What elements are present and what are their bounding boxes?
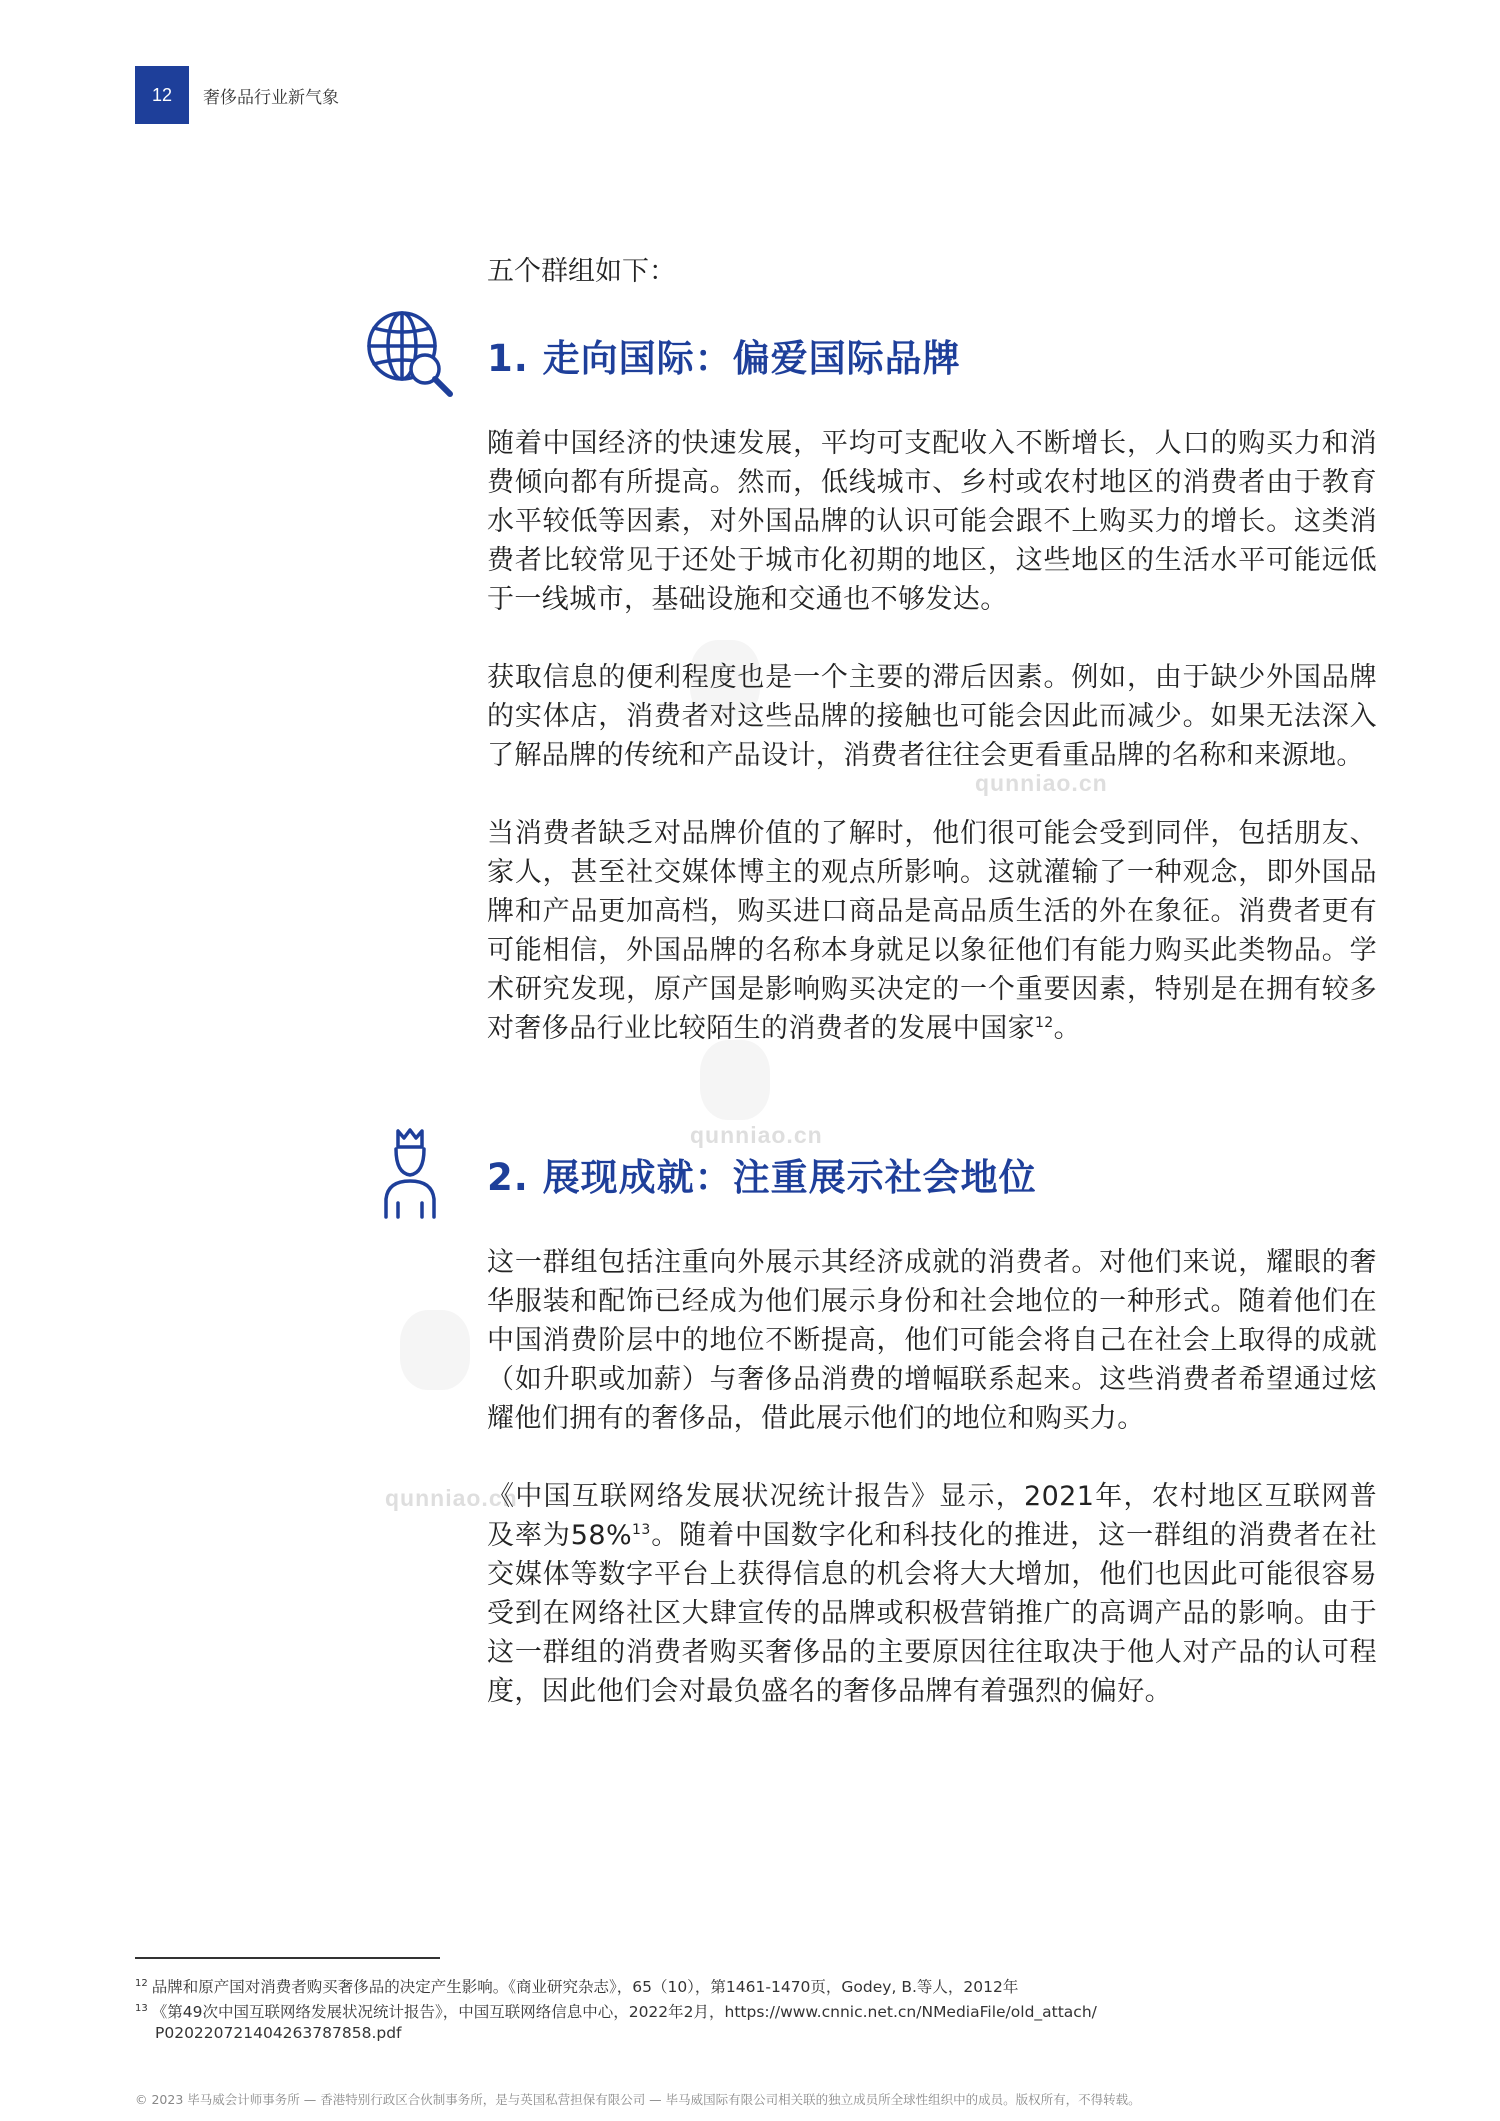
section-2-paragraph-1: 这一群组包括注重向外展示其经济成就的消费者。对他们来说，耀眼的奢华服装和配饰已经成为他们展示身份和社会地位的一种形式。随着他们在中国消费阶层中的地位不断提高，他们可能会将自己在社会上取得的成就（如升职或加薪）与奢侈品消费的增幅联系起来。这些消费者希望通过炫耀他们拥有的奢侈品，借此展示他们的地位和购买力。: [487, 1247, 1377, 1434]
globe-search-icon: [362, 306, 458, 402]
footnote-divider: [135, 1957, 440, 1959]
intro-text: 五个群组如下：: [487, 256, 676, 287]
section-1-title: 1. 走向国际：偏爱国际品牌: [487, 337, 961, 380]
footnote-13: $^{13}$ 《第49次中国互联网络发展状况统计报告》，中国互联网络信息中心，2022年2月，https://www.cnnic.net.cn/NMediaFile/old_attach/: [135, 2003, 1097, 2022]
crowned-person-icon: [362, 1125, 458, 1221]
section-1-paragraph-1: 随着中国经济的快速发展，平均可支配收入不断增长，人口的购买力和消费倾向都有所提高。然而，低线城市、乡村或农村地区的消费者由于教育水平较低等因素，对外国品牌的认识可能会跟不上购买力的增长。这类消费者比较常见于还处于城市化初期的地区，这些地区的生活水平可能远低于一线城市，基础设施和交通也不够发达。: [487, 428, 1377, 615]
watermark-figure: [400, 1310, 470, 1390]
footnote-ref-12: 12: [1035, 1015, 1054, 1031]
section-1-heading: [487, 320, 1377, 390]
footnote-ref-13: 13: [632, 1522, 651, 1538]
page-number: 12: [135, 66, 189, 124]
section-2-heading: [487, 1139, 1377, 1209]
paragraph-text: 当消费者缺乏对品牌价值的了解时，他们很可能会受到同伴，包括朋友、家人，甚至社交媒体博主的观点所影响。这就灌输了一种观念，即外国品牌和产品更加高档，购买进口商品是高品质生活的外在象征。消费者更有可能相信，外国品牌的名称本身就足以象征他们有能力购买此类物品。学术研究发现，原产国是影响购买决定的一个重要因素，特别是在拥有较多对奢侈品行业比较陌生的消费者的发展中国家: [487, 818, 1377, 1044]
section-1-paragraph-3: 当消费者缺乏对品牌价值的了解时，他们很可能会受到同伴，包括朋友、家人，甚至社交媒体博主的观点所影响。这就灌输了一种观念，即外国品牌和产品更加高档，购买进口商品是高品质生活的外在象征。消费者更有可能相信，外国品牌的名称本身就足以象征他们有能力购买此类物品。学术研究发现，原产国是影响购买决定的一个重要因素，特别是在拥有较多对奢侈品行业比较陌生的消费者的发展中国家$^{12}$。: [487, 818, 1377, 1044]
watermark-text: qunniao.cn: [975, 770, 1108, 796]
watermark-text: qunniao.cn: [690, 1122, 823, 1148]
watermark-text: qunniao.cn: [385, 1485, 518, 1511]
footnote-13-continued: P020220721404263787858.pdf: [155, 2024, 402, 2043]
paragraph-text-continued: 。随着中国数字化和科技化的推进，这一群组的消费者在社交媒体等数字平台上获得信息的机会将大大增加，他们也因此可能很容易受到在网络社区大肆宣传的品牌或积极营销推广的高调产品的影响。由于这一群组的消费者购买奢侈品的主要原因往往取决于他人对产品的认可程度，因此他们会对最负盛名的奢侈品牌有着强烈的偏好。: [487, 1520, 1377, 1707]
section-2-title: 2. 展现成就：注重展示社会地位: [487, 1156, 1037, 1199]
paragraph-text: 《中国互联网络发展状况统计报告》显示，2021年，农村地区互联网普及率为58%: [487, 1481, 1377, 1551]
page-header: [135, 66, 339, 124]
header-title: 奢侈品行业新气象: [203, 87, 339, 108]
copyright-notice: © 2023 毕马威会计师事务所 — 香港特别行政区合伙制事务所，是与英国私营担保有限公司 — 毕马威国际有限公司相关联的独立成员所全球性组织中的成员。版权所有，不得转载。: [135, 2092, 1141, 2107]
footnote-12: $^{12}$ 品牌和原产国对消费者购买奢侈品的决定产生影响。《商业研究杂志》，65（10），第1461-1470页，Godey, B.等人，2012年: [135, 1978, 1019, 1997]
section-2-paragraph-2: [487, 1477, 1377, 1711]
section-1-paragraph-2: 获取信息的便利程度也是一个主要的滞后因素。例如，由于缺少外国品牌的实体店，消费者对这些品牌的接触也可能会因此而减少。如果无法深入了解品牌的传统和产品设计，消费者往往会更看重品牌的名称和来源地。: [487, 662, 1377, 771]
main-content: [487, 252, 1377, 1750]
footnotes: [135, 1973, 1385, 2044]
